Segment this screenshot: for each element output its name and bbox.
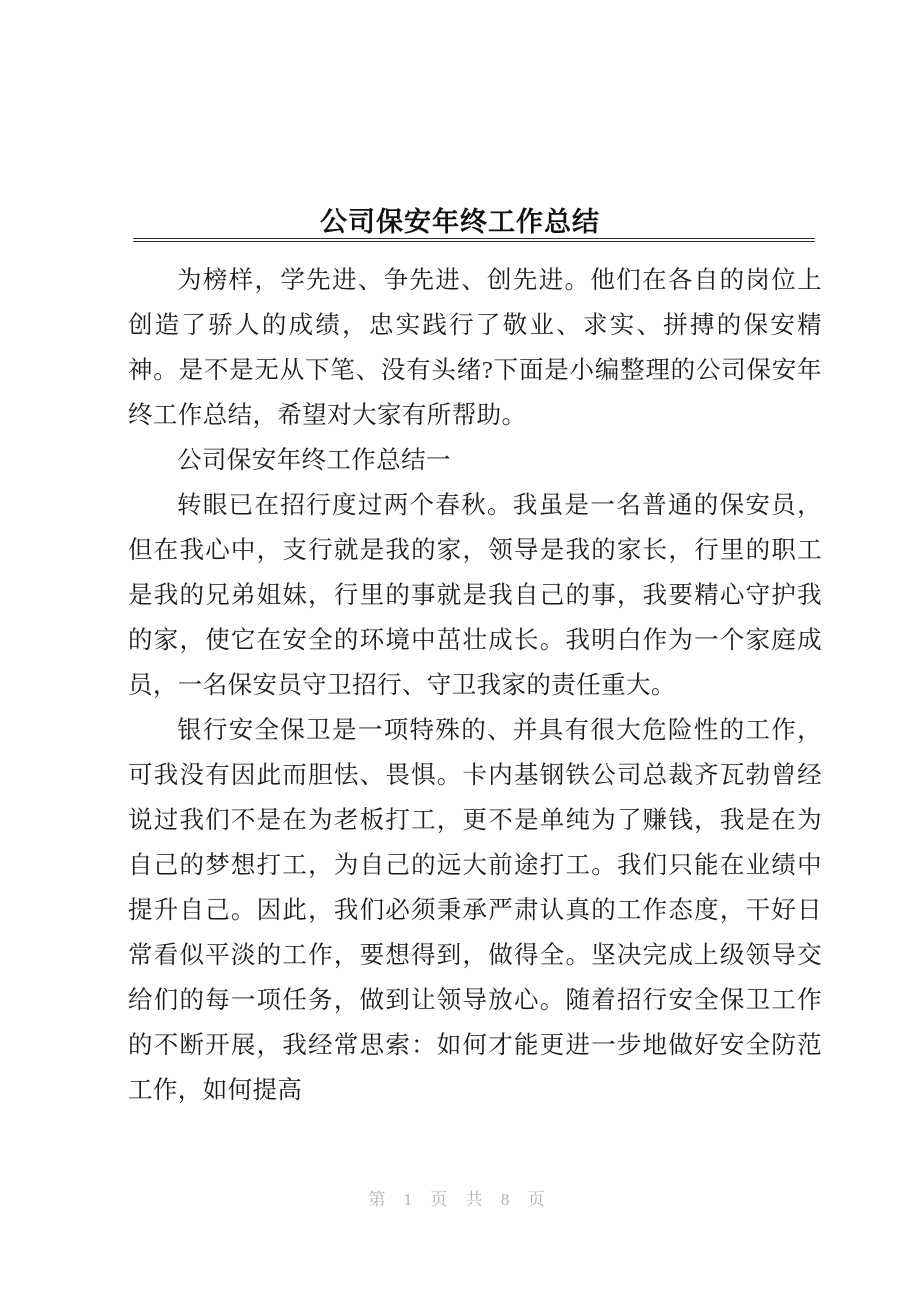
document-body — [128, 258, 822, 1113]
paragraph-body-2: 银行安全保卫是一项特殊的、并具有很大危险性的工作，可我没有因此而胆怯、畏惧。卡内基钢铁公司总裁齐瓦勃曾经说过我们不是在为老板打工，更不是单纯为了赚钱，我是在为自己的梦想打工，为自己的远大前途打工。我们只能在业绩中提升自己。因此，我们必须秉承严肃认真的工作态度，干好日常看似平淡的工作，要想得到，做得全。坚决完成上级领导交给们的每一项任务，做到让领导放心。随着招行安全保卫工作的不断开展，我经常思索：如何才能更进一步地做好安全防范工作，如何提高 — [128, 717, 822, 1104]
title-divider — [133, 238, 815, 242]
paragraph-section-heading: 公司保安年终工作总结一 — [177, 447, 451, 474]
paragraph-intro: 为榜样，学先进、争先进、创先进。他们在各自的岗位上创造了骄人的成绩，忠实践行了敬业、求实、拼搏的保安精神。是不是无从下笔、没有头绪?下面是小编整理的公司保安年终工作总结，希望对大家有所帮助。 — [128, 267, 822, 429]
paragraph-body-1: 转眼已在招行度过两个春秋。我虽是一名普通的保安员，但在我心中，支行就是我的家，领导是我的家长，行里的职工是我的兄弟姐妹，行里的事就是我自己的事，我要精心守护我的家，使它在安全的环境中茁壮成长。我明白作为一个家庭成员，一名保安员守卫招行、守卫我家的责任重大。 — [128, 492, 822, 699]
divider-line-top — [133, 238, 815, 239]
page-number-footer: 第 1 页 共 8 页 — [368, 1190, 552, 1209]
page-title: 公司保安年终工作总结 — [320, 207, 600, 238]
divider-line-bottom — [133, 241, 815, 242]
